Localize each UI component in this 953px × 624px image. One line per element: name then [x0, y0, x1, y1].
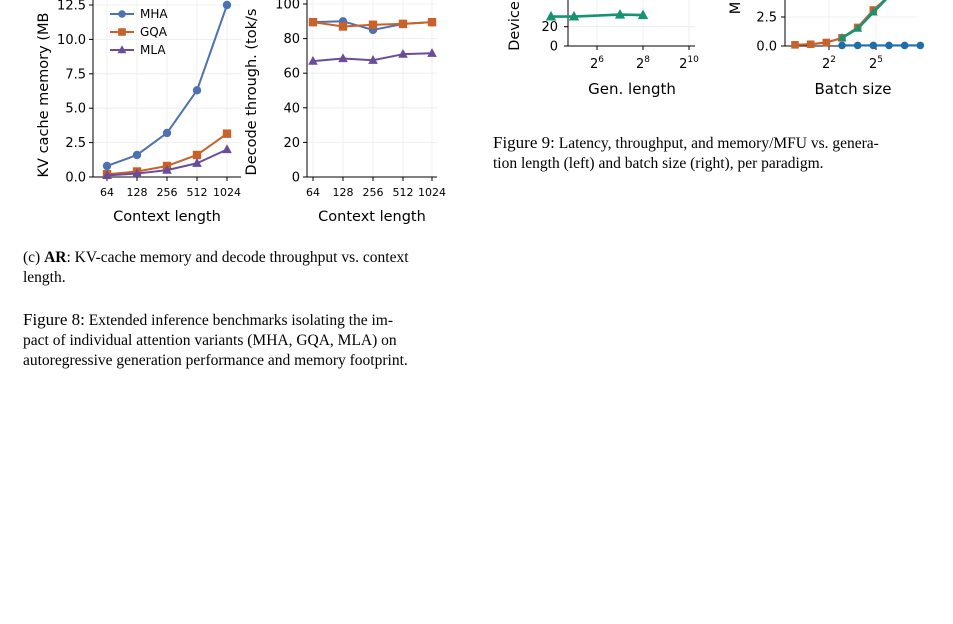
- mem-marker-square: [823, 39, 831, 47]
- dev-x-axis-label: Gen. length: [588, 80, 676, 98]
- kv-marker-mha: [223, 1, 231, 9]
- kv-marker-gqa: [193, 151, 201, 159]
- tp-y-tick-label: 60: [283, 66, 300, 82]
- kv-y-tick-label: 0.0: [65, 170, 86, 186]
- subfigure-c-caption-line2: length.: [23, 269, 66, 286]
- mem-x-tick-label: $2^2$: [821, 55, 837, 72]
- subfigure-c-caption: [23, 248, 473, 288]
- kv-x-tick-label: 512: [186, 186, 208, 199]
- kv-marker-gqa: [223, 129, 231, 137]
- dev-series-line: [551, 15, 643, 17]
- dev-y-tick-label: 20: [541, 20, 558, 36]
- mem-x-axis-label: Batch size: [814, 80, 892, 98]
- tp-x-tick-label: 512: [392, 186, 414, 199]
- legend-marker-gqa: [118, 28, 126, 36]
- mem-marker-circle: [917, 42, 925, 50]
- dev-y-axis-label: Device: [507, 1, 523, 51]
- subfigure-c-text: : KV-cache memory and decode throughput vs. context: [66, 249, 409, 266]
- figure-8-label: Figure 8:: [23, 310, 85, 329]
- tp-y-tick-label: 100: [275, 0, 300, 13]
- kv-y-tick-label: 5.0: [65, 101, 86, 117]
- figure-9-text-1: Latency, throughput, and memory/MFU vs. genera-: [554, 135, 879, 152]
- mem-x-tick-label: $2^5$: [868, 55, 884, 72]
- mem-marker-square: [807, 40, 815, 48]
- dev-x-tick-label: $2^6$: [589, 55, 605, 72]
- mem-y-tick-label: 2.5: [756, 10, 777, 26]
- tp-y-tick-label: 0: [291, 170, 300, 186]
- legend-label-mla: MLA: [140, 43, 166, 57]
- tp-y-tick-label: 40: [283, 101, 300, 117]
- mem-marker-circle: [870, 42, 878, 50]
- figure-9-label: Figure 9:: [493, 133, 555, 152]
- mem-marker-circle: [838, 42, 846, 50]
- kv-y-axis-label: KV cache memory (MB: [36, 12, 52, 178]
- mem-y-tick-label: 0.0: [756, 39, 777, 55]
- tp-marker-gqa: [369, 21, 377, 29]
- subfigure-c-prefix: (c): [23, 249, 45, 266]
- tp-marker-gqa: [428, 18, 436, 26]
- figure-8-caption-line1: [23, 310, 473, 331]
- subfigure-c-bold: AR: [44, 249, 67, 266]
- kv-y-tick-label: 10.0: [57, 32, 86, 48]
- figure-9-caption-line1: [493, 133, 943, 154]
- dev-x-tick-label: $2^{10}$: [679, 55, 699, 72]
- dev-x-tick-label: $2^8$: [635, 55, 651, 72]
- legend-label-mha: MHA: [140, 7, 168, 21]
- tp-marker-gqa: [339, 22, 347, 30]
- tp-x-tick-label: 256: [362, 186, 384, 199]
- kv-x-tick-label: 1024: [213, 186, 241, 199]
- dev-y-tick-label: 0: [549, 39, 558, 55]
- figure-9-text-2: tion length (left) and batch size (right), per paradigm.: [493, 155, 824, 172]
- kv-y-tick-label: 7.5: [65, 67, 86, 83]
- subfigure-c-caption-line1: [23, 248, 473, 268]
- kv-x-tick-label: 64: [100, 186, 114, 199]
- kv-marker-mha: [163, 129, 171, 137]
- legend-marker-mha: [118, 10, 126, 18]
- tp-marker-gqa: [399, 20, 407, 28]
- tp-x-tick-label: 64: [306, 186, 320, 199]
- figure-8-caption: [23, 310, 473, 371]
- tp-y-tick-label: 80: [283, 32, 300, 48]
- tp-x-tick-label: 1024: [418, 186, 446, 199]
- mem-marker-circle: [901, 42, 909, 50]
- kv-y-tick-label: 2.5: [65, 136, 86, 152]
- kv-y-tick-label: 12.5: [57, 0, 86, 14]
- tp-marker-gqa: [309, 18, 317, 26]
- mem-marker-circle: [885, 42, 893, 50]
- kv-marker-mla: [222, 144, 232, 153]
- kv-marker-mha: [133, 151, 141, 159]
- mem-marker-circle: [854, 42, 862, 50]
- tp-y-axis-label: Decode through. (tok/s: [244, 8, 260, 176]
- tp-x-tick-label: 128: [332, 186, 354, 199]
- kv-marker-mha: [103, 162, 111, 170]
- tp-y-tick-label: 20: [283, 135, 300, 151]
- figure-8-text-1: Extended inference benchmarks isolating the im-: [84, 312, 394, 329]
- tp-x-axis-label: Context length: [318, 209, 426, 225]
- legend-label-gqa: GQA: [140, 25, 167, 39]
- kv-x-tick-label: 128: [126, 186, 148, 199]
- mem-series-line-triangle: [842, 0, 889, 38]
- figure-8-text-2: pact of individual attention variants (MHA, GQA, MLA) on: [23, 332, 397, 349]
- kv-x-tick-label: 256: [156, 186, 178, 199]
- figure-8-text-3: autoregressive generation performance and memory footprint.: [23, 352, 408, 369]
- kv-marker-mha: [193, 86, 201, 94]
- kv-x-axis-label: Context length: [113, 209, 221, 225]
- mem-y-axis-label: M: [728, 1, 744, 15]
- figure-9-caption: [493, 133, 943, 174]
- mem-marker-square: [791, 41, 799, 49]
